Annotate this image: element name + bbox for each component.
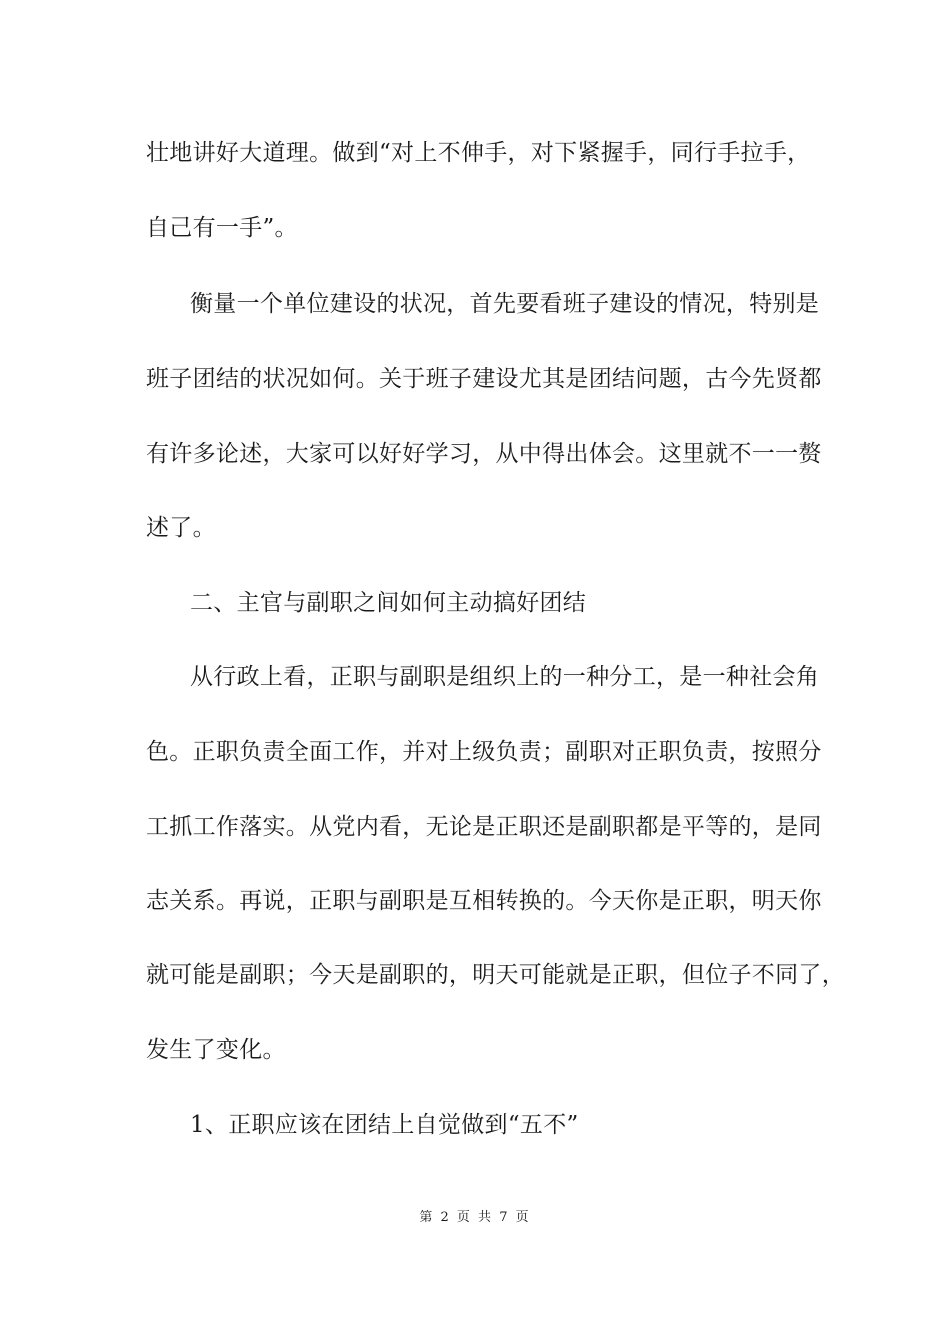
paragraph-line: 就可能是副职；今天是副职的，明天可能就是正职，但位子不同了， [146, 962, 845, 988]
paragraph-line: 衡量一个单位建设的状况，首先要看班子建设的情况，特别是 [190, 291, 820, 317]
paragraph-line: 从行政上看，正职与副职是组织上的一种分工，是一种社会角 [190, 664, 820, 690]
paragraph-line: 有许多论述，大家可以好好学习，从中得出体会。这里就不一一赘 [146, 441, 822, 467]
paragraph-line: 自己有一手”。 [146, 215, 298, 241]
paragraph-line: 班子团结的状况如何。关于班子建设尤其是团结问题，古今先贤都 [146, 366, 822, 392]
paragraph-line: 工抓工作落实。从党内看，无论是正职还是副职都是平等的，是同 [146, 814, 822, 840]
page-number-footer: 第 2 页 共 7 页 [419, 1210, 531, 1225]
section-heading: 二、主官与副职之间如何主动搞好团结 [190, 590, 587, 616]
subsection-heading: 1、正职应该在团结上自觉做到“五不” [190, 1112, 579, 1138]
paragraph-line: 志关系。再说，正职与副职是互相转换的。今天你是正职，明天你 [146, 888, 822, 914]
paragraph-line: 壮地讲好大道理。做到“对上不伸手，对下紧握手，同行手拉手， [146, 140, 811, 166]
paragraph-line: 发生了变化。 [146, 1037, 286, 1063]
paragraph-line: 述了。 [146, 515, 216, 541]
paragraph-line: 色。正职负责全面工作，并对上级负责；副职对正职负责，按照分 [146, 739, 822, 765]
